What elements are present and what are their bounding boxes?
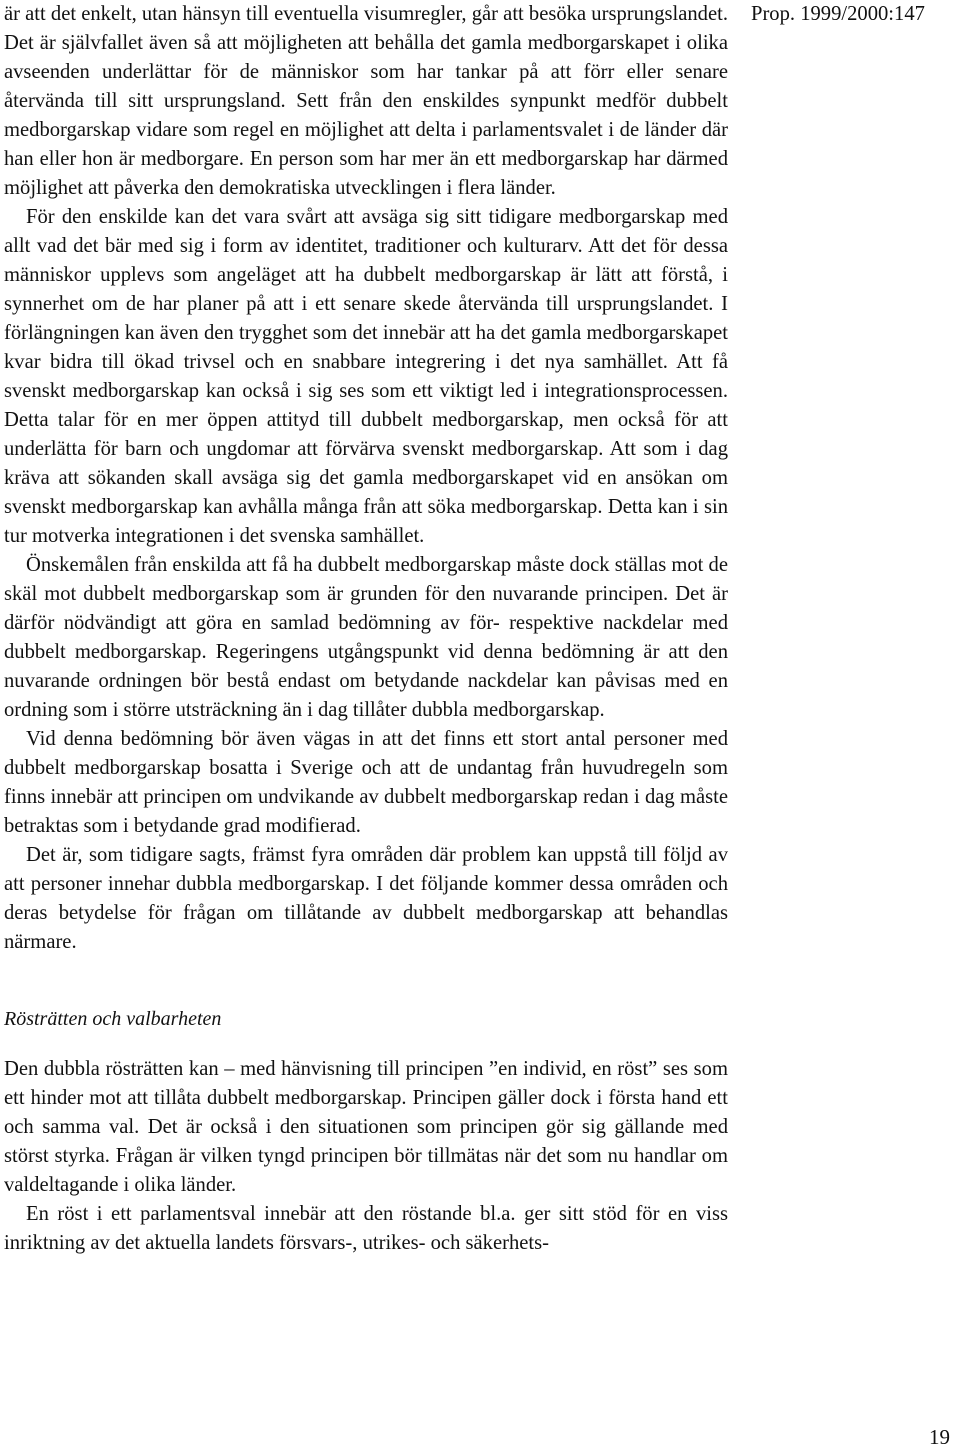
body-paragraph-4: Vid denna bedömning bör även vägas in att det finns ett stort antal personer med dubbelt medborgarskap bosatta i Sverige och att de undantag från huvudregeln som finns innebär att principen om undvikande av dubbelt medborgarskap redan i dag måste betraktas som i betydande grad modifierad. (4, 728, 728, 837)
body-paragraph-1: är att det enkelt, utan hänsyn till eventuella visumregler, går att besöka ursprungslandet. Det är självfallet även så att möjligheten att behålla det gamla medborgarskapet i olika avseenden underlättar för de människor som har tankar på att förr eller senare återvända till sitt ursprungsland. Sett från den enskildes synpunkt medför dubbelt medborgarskap vidare som regel en möjlighet att delta i parlamentsvalet i de länder där han eller hon är medborgare. En person som har mer än ett medborgarskap har därmed möjlighet att påverka den demokratiska utvecklingen i flera länder. (4, 3, 728, 199)
section-paragraph-2: En röst i ett parlamentsval innebär att den röstande bl.a. ger sitt stöd för en viss inriktning av det aktuella landets försvars-, utrikes- och säkerhets- (4, 1203, 728, 1254)
section-paragraph-1: Den dubbla rösträtten kan – med hänvisning till principen ”en individ, en röst” ses som ett hinder mot att tillåta dubbelt medborgarskap. Principen gäller dock i första hand ett och samma val. Det är också i den situationen som principen gör sig gällande med störst styrka. Frågan är vilken tyngd principen bör tillmätas när det som nu handlar om valdeltagande i olika länder. (4, 1058, 728, 1196)
section-heading: Rösträtten och valbarheten (4, 1008, 222, 1030)
body-paragraph-5: Det är, som tidigare sagts, främst fyra områden där problem kan uppstå till följd av att personer innehar dubbla medborgarskap. I det följande kommer dessa områden och deras betydelse för frågan om tillåtande av dubbelt medborgarskap att behandlas närmare. (4, 844, 728, 953)
document-body (4, 0, 728, 1258)
prop-reference: Prop. 1999/2000:147 (751, 3, 925, 25)
body-paragraph-2: För den enskilde kan det vara svårt att avsäga sig sitt tidigare medborgarskap med allt vad det bär med sig i form av identitet, traditioner och kulturarv. Att det för dessa människor upplevs som angeläget att ha dubbelt medborgarskap är lätt att förstå, i synnerhet om de har planer på att i ett senare skede återvända till ursprungslandet. I förlängningen kan även den trygghet som det innebär att ha det gamla medborgarskapet kvar bidra till ökad trivsel och en snabbare integrering i det nya samhället. Att få svenskt medborgarskap kan också i sig ses som ett viktigt led i integrationsprocessen. Detta talar för en mer öppen attityd till dubbelt medborgarskap, men också för att underlätta för barn och ungdomar att förvärva svenskt medborgarskap. Att som i dag kräva att sökanden skall avsäga sig det gamla medborgarskapet vid en ansökan om svenskt medborgarskap kan avhålla många från att söka medborgarskap. Detta kan i sin tur motverka integrationen i det svenska samhället. (4, 206, 728, 547)
page-number: 19 (929, 1425, 950, 1449)
body-paragraph-3: Önskemålen från enskilda att få ha dubbelt medborgarskap måste dock ställas mot de skäl mot dubbelt medborgarskap som är grunden för den nuvarande principen. Det är därför nödvändigt att göra en samlad bedömning av för- respektive nackdelar med dubbelt medborgarskap. Regeringens utgångspunkt vid denna bedömning är att den nuvarande ordningen bör bestå endast om betydande nackdelar kan påvisas med en ordning som i större utsträckning än i dag tillåter dubbla medborgarskap. (4, 554, 728, 721)
